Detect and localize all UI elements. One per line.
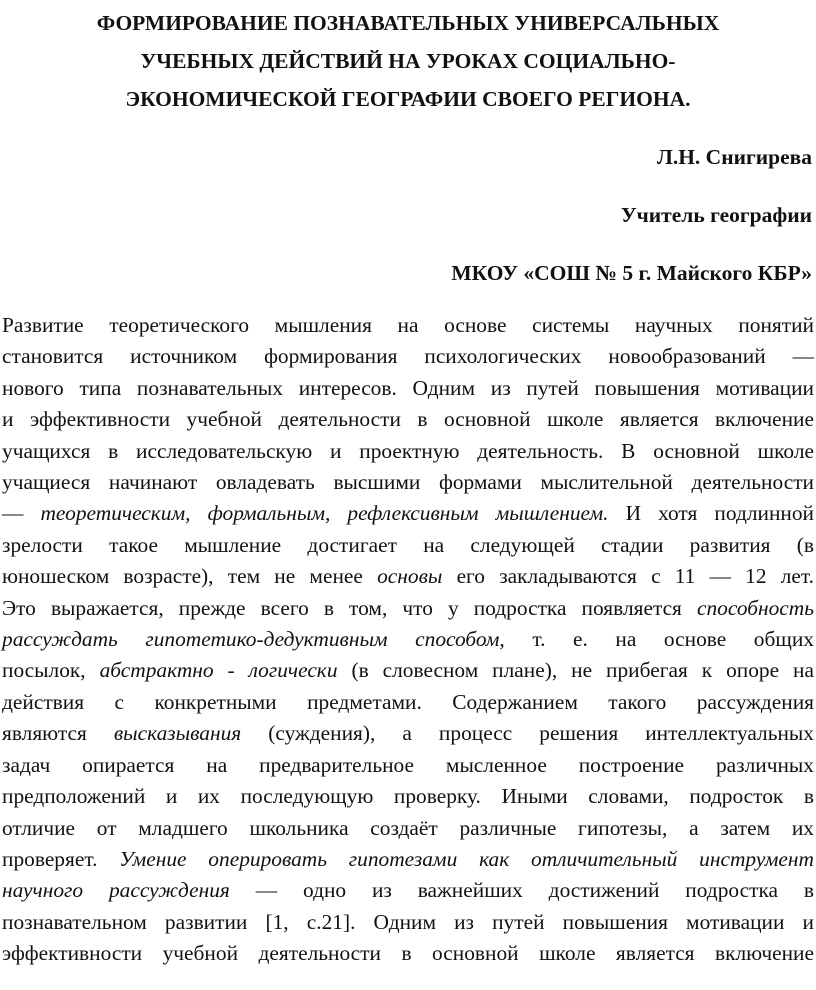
body-line: Развитие теоретического мышления на основе системы научных понятий xyxy=(2,313,814,337)
body-text-run: (суждения), а процесс решения интеллектуальных xyxy=(241,721,814,746)
body-line xyxy=(2,875,814,906)
body-line: отличие от младшего школьника создаёт различные гипотезы, а затем их xyxy=(2,815,814,840)
body-line: задач опирается на предварительное мысленное построение различных xyxy=(2,752,814,777)
body-line xyxy=(2,624,814,655)
body-line: учащиеся начинают овладевать высшими формами мыслительной деятельности xyxy=(2,470,814,495)
body-line: и эффективности учебной деятельности в основной школе является включение xyxy=(2,407,814,432)
body-text-run: являются xyxy=(2,721,114,746)
body-text-run: его закладываются с 11 — 12 лет. xyxy=(442,564,814,589)
body-italic-run: теоретическим, формальным, рефлексивным мышлением. xyxy=(40,501,609,526)
body-line: действия с конкретными предметами. Содержанием такого рассуждения xyxy=(2,689,814,714)
body-line: предположений и их последующую проверку. Иными словами, подросток в xyxy=(2,784,814,809)
body-line xyxy=(2,561,814,592)
body-italic-run: абстрактно - логически xyxy=(99,658,338,683)
body-line xyxy=(2,718,814,749)
body-text-run: И хотя подлинной xyxy=(608,501,814,526)
body-italic-run: рассуждать гипотетико-дедуктивным способом, xyxy=(2,627,505,652)
body-italic-run: высказывания xyxy=(113,721,242,746)
title-line-1: ФОРМИРОВАНИЕ ПОЗНАВАТЕЛЬНЫХ УНИВЕРСАЛЬНЫХ xyxy=(96,11,720,35)
author-organization: МКОУ «СОШ № 5 г. Майского КБР» xyxy=(451,261,812,285)
body-line xyxy=(2,844,814,875)
body-italic-run: Умение оперировать гипотезами как отличительный инструмент xyxy=(119,846,814,871)
body-text-run: — одно из важнейших достижений подростка в xyxy=(229,878,814,903)
body-text-run: проверяет. xyxy=(2,846,120,871)
body-text-run: т. е. на основе общих xyxy=(504,627,814,652)
body-text-run: (в словесном плане), не прибегая к опоре на xyxy=(337,658,814,683)
body-line: нового типа познавательных интересов. Одним из путей повышения мотивации xyxy=(2,375,814,400)
body-line xyxy=(2,655,814,686)
body-text-run: Это выражается, прежде всего в том, что у подростка появляется xyxy=(2,595,697,620)
body-paragraph xyxy=(0,310,816,970)
body-italic-run: научного рассуждения xyxy=(2,878,230,903)
author-role: Учитель географии xyxy=(620,203,812,227)
body-italic-run: способность xyxy=(696,595,814,620)
body-italic-run: основы xyxy=(377,564,443,589)
body-line xyxy=(2,593,814,624)
body-line: учащихся в исследовательскую и проектную деятельность. В основной школе xyxy=(2,438,814,463)
body-line: становится источником формирования психологических новообразований — xyxy=(2,344,814,369)
body-line: познавательном развитии [1, с.21]. Одним из путей повышения мотивации и xyxy=(2,909,814,934)
body-line: эффективности учебной деятельности в основной школе является включение xyxy=(2,941,814,966)
body-text-run: юношеском возрасте), тем не менее xyxy=(2,564,378,589)
body-line: зрелости такое мышление достигает на следующей стадии развития (в xyxy=(2,532,814,557)
title-line-2: УЧЕБНЫХ ДЕЙСТВИЙ НА УРОКАХ СОЦИАЛЬНО- xyxy=(140,49,676,73)
body-text-run: посылок, xyxy=(2,658,100,683)
document-title xyxy=(0,0,816,118)
body-line xyxy=(2,498,814,529)
body-text-run: — xyxy=(2,501,41,526)
title-line-3: ЭКОНОМИЧЕСКОЙ ГЕОГРАФИИ СВОЕГО РЕГИОНА. xyxy=(125,87,691,111)
author-name: Л.Н. Снигирева xyxy=(656,145,812,169)
